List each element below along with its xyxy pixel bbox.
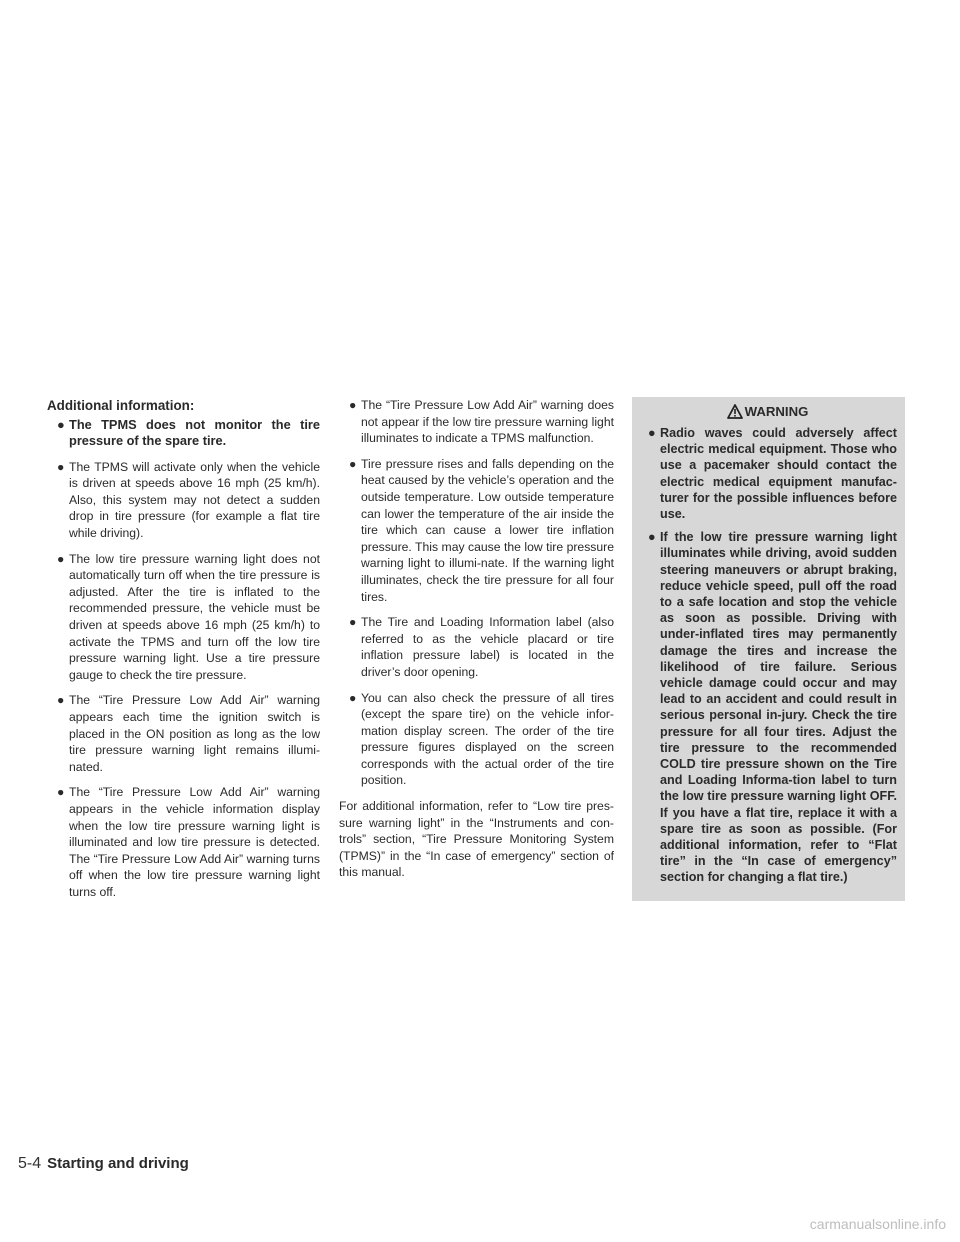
list-item-text: The “Tire Pressure Low Add Air” warning does not appear if the low tire pressure warning light illuminates to indicate a TPMS malfunction. (361, 398, 614, 446)
list-item (339, 690, 614, 790)
list-item-text: The TPMS does not monitor the tire pressure of the spare tire. (69, 416, 320, 449)
watermark: carmanualsonline.info (809, 1216, 946, 1232)
list-item (47, 551, 320, 684)
bullet-icon: ● (349, 398, 357, 412)
list-item-text: Tire pressure rises and falls depending on the heat caused by the vehicle’s operation and the outside temperature. Low outside temperature can lower the temperature of the air inside the tire which can cause a lower tire inflation pressure. This may cause the low tire pressure warning light to illumi-nate. If the warning light illuminates, check the tire pressure for all four tires. (361, 456, 614, 604)
warning-triangle-icon (727, 404, 743, 419)
list-item-text: The low tire pressure warning light does not automatically turn off when the tire pressure is adjusted. After the tire is inflated to the recommended pressure, the vehicle must be driven at speeds above 16 mph (25 km/h) to activate the TPMS and turn off the low tire pressure warning light. Use a tire pressure gauge to check the tire pressure. (69, 551, 320, 682)
list-item (339, 456, 614, 605)
warning-title: WARNING (744, 404, 809, 419)
page-number: 5-4 (18, 1155, 42, 1172)
bullet-icon: ● (349, 456, 357, 471)
list-item-text: If the low tire pressure warning light illuminates while driving, avoid sudden steering maneuvers or abrupt braking, reduce vehicle speed, pull off the road to a safe location and stop the vehicle as soon as possible. Driving with under-inflated tires may permanently damage the tires and increase the likelihood of tire failure. Serious vehicle damage could occur and may lead to an accident and could result in serious personal in-jury. Check the tire pressure for all four tires. Adjust the tire pressure to the recommended COLD tire pressure shown on the Tire and Loading Informa-tion label to turn the low tire pressure warning light OFF. If you have a flat tire, replace it with a spare tire as soon as possible. (For additional information, refer to “Flat tire” in the “In case of emergency” section for changing a flat tire.) (660, 530, 897, 885)
list-item-text: The TPMS will activate only when the vehicle is driven at speeds above 16 mph (25 km/h). Also, this system may not detect a sudden drop in tire pressure (for example a flat tire while driving). (69, 459, 320, 541)
list-item-text: Radio waves could adversely affect electric medical equipment. Those who use a pacemaker should contact the electric medical equipment manufac-turer for the possible influences before use. (660, 426, 897, 522)
list-item (47, 417, 320, 450)
list-item-text: The “Tire Pressure Low Add Air” warning appears each time the ignition switch is placed in the ON position as long as the low tire pressure warning light remains illumi-nated. (69, 693, 320, 774)
list-item (47, 784, 320, 900)
list-item (339, 397, 614, 447)
page-footer (18, 1155, 189, 1173)
bullet-icon: ● (57, 459, 65, 474)
list-item (339, 614, 614, 680)
section-title: Starting and driving (47, 1155, 189, 1172)
right-column (632, 397, 905, 901)
list-item-text: The “Tire Pressure Low Add Air” warning appears in the vehicle information display when the low tire pressure warning light is illuminated and low tire pressure is detected. The “Tire Pressure Low Add Air” warning turns off when the low tire pressure warning light turns off. (69, 785, 320, 899)
list-item (638, 529, 897, 885)
list-item-text: The Tire and Loading Information label (also referred to as the vehicle placard or tire inflation pressure label) is located in the driver’s door opening. (361, 615, 614, 679)
bullet-icon: ● (648, 530, 656, 545)
left-column (47, 397, 320, 910)
bullet-icon: ● (57, 693, 65, 708)
list-item (47, 459, 320, 542)
warning-header (638, 403, 897, 421)
bullet-icon: ● (648, 426, 656, 440)
middle-column (339, 397, 614, 881)
section-heading: Additional information: (47, 398, 195, 413)
list-item (47, 692, 320, 775)
bullet-icon: ● (57, 416, 65, 432)
bullet-icon: ● (349, 615, 357, 630)
list-item-text: You can also check the pressure of all tires (except the spare tire) on the vehicle infor-mation display screen. The order of the tire pressure figures displayed on the screen corresponds with the actual order of the tire position. (361, 690, 614, 788)
warning-box (632, 397, 905, 901)
list-item (638, 425, 897, 522)
bullet-icon: ● (57, 551, 65, 566)
reference-paragraph: For additional information, refer to “Low tire pres-sure warning light” in the “Instruments and con-trols” section, “Tire Pressure Monitoring System (TPMS)” in the “In case of emergency” section of this manual. (339, 799, 614, 880)
bullet-icon: ● (57, 785, 65, 800)
bullet-icon: ● (349, 690, 357, 705)
